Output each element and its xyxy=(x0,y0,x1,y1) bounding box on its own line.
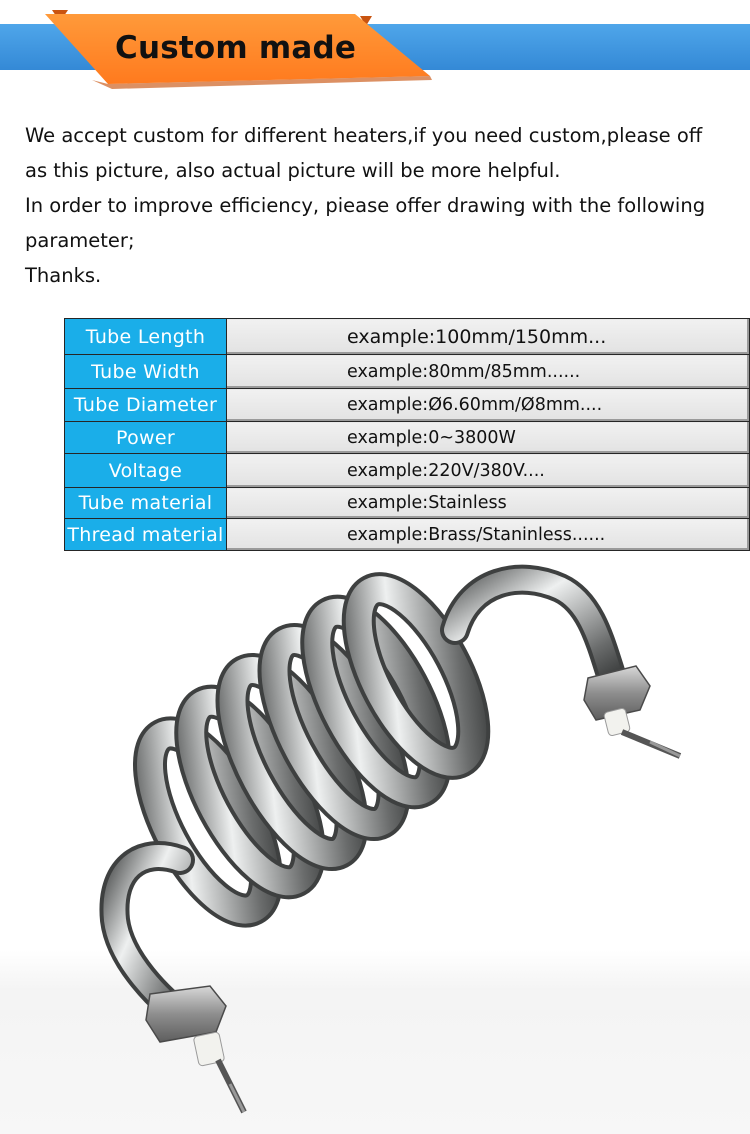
parameter-label: Tube material xyxy=(65,488,227,519)
banner-title: Custom made xyxy=(115,30,357,66)
table-row xyxy=(65,355,750,389)
intro-line: as this picture, also actual picture will be more helpful. xyxy=(25,159,561,182)
intro-line: In order to improve efficiency, piease offer drawing with the following xyxy=(25,194,706,217)
parameter-value: example:Ø6.60mm/Ø8mm.... xyxy=(226,389,749,422)
parameter-label: Power xyxy=(65,422,227,454)
intro-line: Thanks. xyxy=(25,264,102,287)
parameter-value: example:80mm/85mm...... xyxy=(226,355,749,389)
table-row xyxy=(65,519,750,551)
parameter-table xyxy=(64,318,750,551)
table-row xyxy=(65,488,750,519)
parameter-label: Thread material xyxy=(65,519,227,551)
table-row xyxy=(65,454,750,488)
parameter-value: example:0~3800W xyxy=(226,422,749,454)
parameter-label: Tube Diameter xyxy=(65,389,227,422)
intro-line: parameter; xyxy=(25,229,135,252)
intro-text xyxy=(25,118,743,293)
table-row xyxy=(65,319,750,355)
table-row xyxy=(65,422,750,454)
coil-heater-illustration xyxy=(0,560,750,1134)
parameter-label: Tube Width xyxy=(65,355,227,389)
parameter-label: Tube Length xyxy=(65,319,227,355)
parameter-label: Voltage xyxy=(65,454,227,488)
table-row xyxy=(65,389,750,422)
intro-line: We accept custom for different heaters,if you need custom,please off xyxy=(25,124,703,147)
product-image xyxy=(0,560,750,1134)
parameter-value: example:Stainless xyxy=(226,488,749,519)
banner xyxy=(0,0,750,95)
parameter-value: example:Brass/Staninless...... xyxy=(226,519,749,551)
banner-ribbon-graphic xyxy=(0,0,750,95)
parameter-value: example:220V/380V.... xyxy=(226,454,749,488)
parameter-value: example:100mm/150mm... xyxy=(226,319,749,355)
